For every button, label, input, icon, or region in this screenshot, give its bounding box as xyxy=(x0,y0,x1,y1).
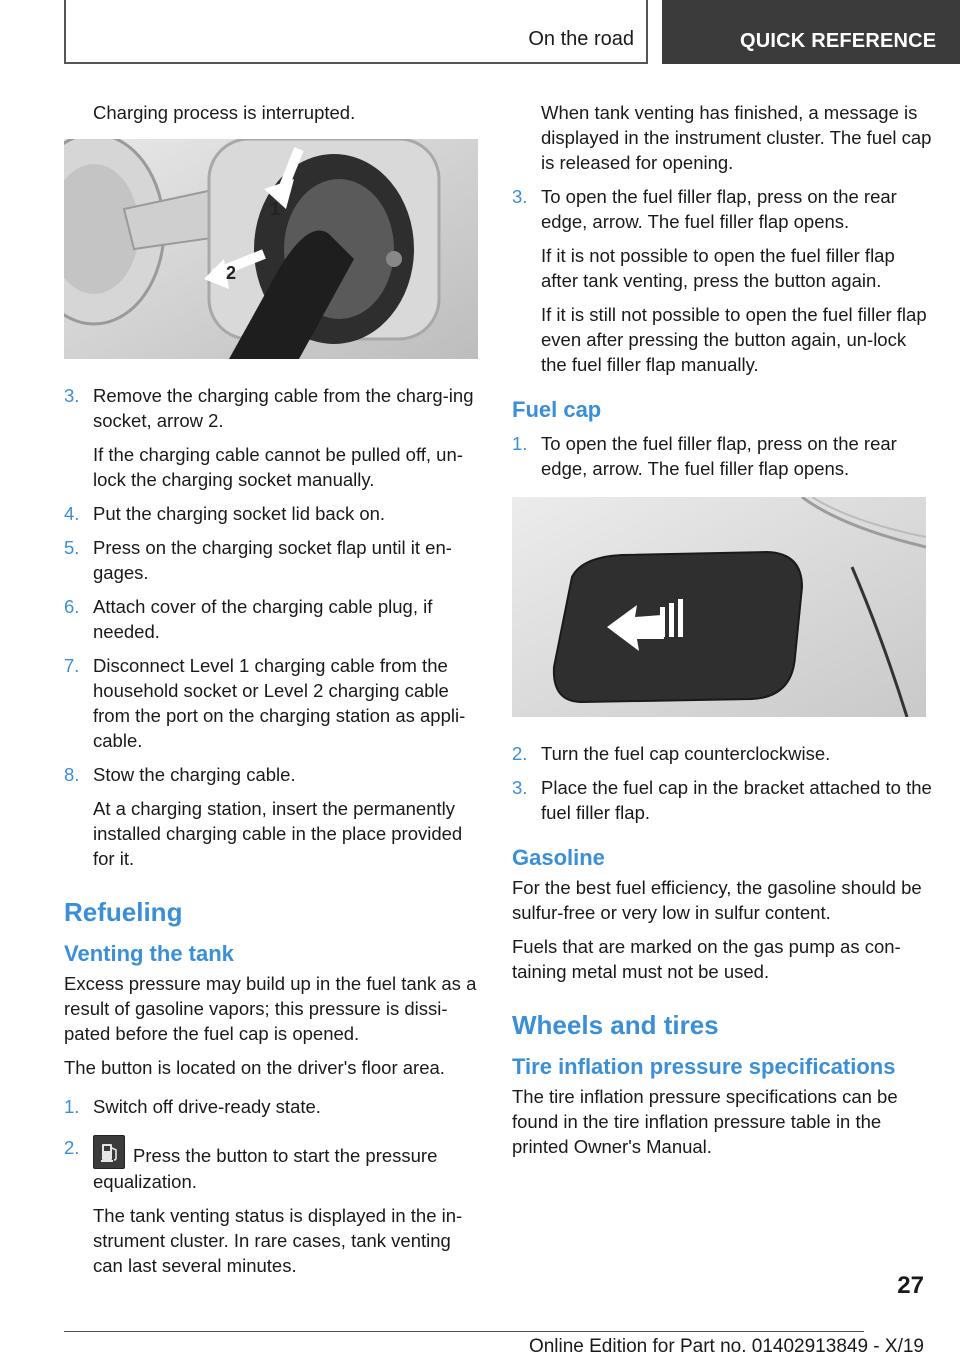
list-item: 3. To open the fuel filler flap, press on the rear edge, arrow. The fuel filler flap opens. If it is not possible to open the fuel filler flap after tank venting, press the button again. If it is still not possible to open the fuel filler flap even after pressing the button again, un‐lock the fuel filler flap manually. xyxy=(512,186,927,375)
venting-paragraph-1: Excess pressure may build up in the fuel tank as a result of gasoline vapors; this pressure is dissi‐pated before the fuel cap is opened. xyxy=(64,973,477,1044)
steps-charging xyxy=(64,383,484,871)
header-section-title: On the road xyxy=(528,28,634,50)
header-tab-quick-reference[interactable]: QUICK REFERENCE xyxy=(662,0,960,64)
list-item: 3. Place the fuel cap in the bracket attached to the fuel filler flap. xyxy=(512,777,932,823)
list-item: 4. Put the charging socket lid back on. xyxy=(64,503,386,524)
charging-socket-photo xyxy=(64,139,478,359)
venting-paragraph-2: The button is located on the driver's floor area. xyxy=(64,1057,445,1078)
intro-text: Charging process is interrupted. xyxy=(93,102,356,123)
list-item: 2. Turn the fuel cap counterclockwise. xyxy=(512,743,831,764)
footer-edition: Online Edition for Part no. 01402913849 - X/19 xyxy=(528,1336,924,1357)
tire-paragraph: The tire inflation pressure specifications can be found in the tire inflation pressure table in the printed Owner's Manual. xyxy=(512,1086,898,1157)
heading-venting-the-tank: Venting the tank xyxy=(64,941,234,966)
page-number: 27 xyxy=(897,1272,924,1299)
list-item: 1. Switch off drive-ready state. xyxy=(64,1096,321,1117)
heading-fuel-cap: Fuel cap xyxy=(512,397,602,422)
heading-wheels-and-tires: Wheels and tires xyxy=(512,1010,719,1040)
list-item: 2. Press the button to start the pressure equalization. The tank venting status is displayed in the in‐strument cluster. In rare cases, tank venting can last several minutes. xyxy=(64,1137,463,1276)
header-frame xyxy=(64,0,648,64)
list-item: 6. Attach cover of the charging cable plug, if needed. xyxy=(64,596,433,642)
footer-divider xyxy=(64,1331,864,1332)
list-item: 7. Disconnect Level 1 charging cable from the household socket or Level 2 charging cable from the port on the charging station as appli‐cable. xyxy=(64,655,466,751)
list-item: 1. To open the fuel filler flap, press on the rear edge, arrow. The fuel filler flap opens. xyxy=(512,433,897,479)
photo-label-2: 2 xyxy=(226,263,237,283)
photo-label-1: 1 xyxy=(270,199,281,219)
left-column xyxy=(64,100,484,1287)
gasoline-paragraph-1: For the best fuel efficiency, the gasoline should be sulfur-free or very low in sulfur content. xyxy=(512,877,922,923)
list-item: 3. Remove the charging cable from the charg‐ing socket, arrow 2. If the charging cable cannot be pulled off, un‐lock the charging socket manually. xyxy=(64,385,474,490)
fuel-filler-flap-photo xyxy=(512,497,926,717)
heading-gasoline: Gasoline xyxy=(512,845,605,870)
fuel-pump-button-icon xyxy=(93,1135,125,1169)
venting-continued-text: When tank venting has finished, a message is displayed in the instrument cluster. The fuel cap is released for opening. xyxy=(541,102,932,173)
right-column xyxy=(512,100,932,1168)
gasoline-paragraph-2: Fuels that are marked on the gas pump as con‐taining metal must not be used. xyxy=(512,936,901,982)
heading-tire-inflation-pressure: Tire inflation pressure specifications xyxy=(512,1054,896,1079)
list-item: 8. Stow the charging cable. At a charging station, insert the permanently installed charging cable in the place provided for it. xyxy=(64,764,463,869)
heading-refueling: Refueling xyxy=(64,897,183,927)
list-item: 5. Press on the charging socket flap until it en‐gages. xyxy=(64,537,452,583)
